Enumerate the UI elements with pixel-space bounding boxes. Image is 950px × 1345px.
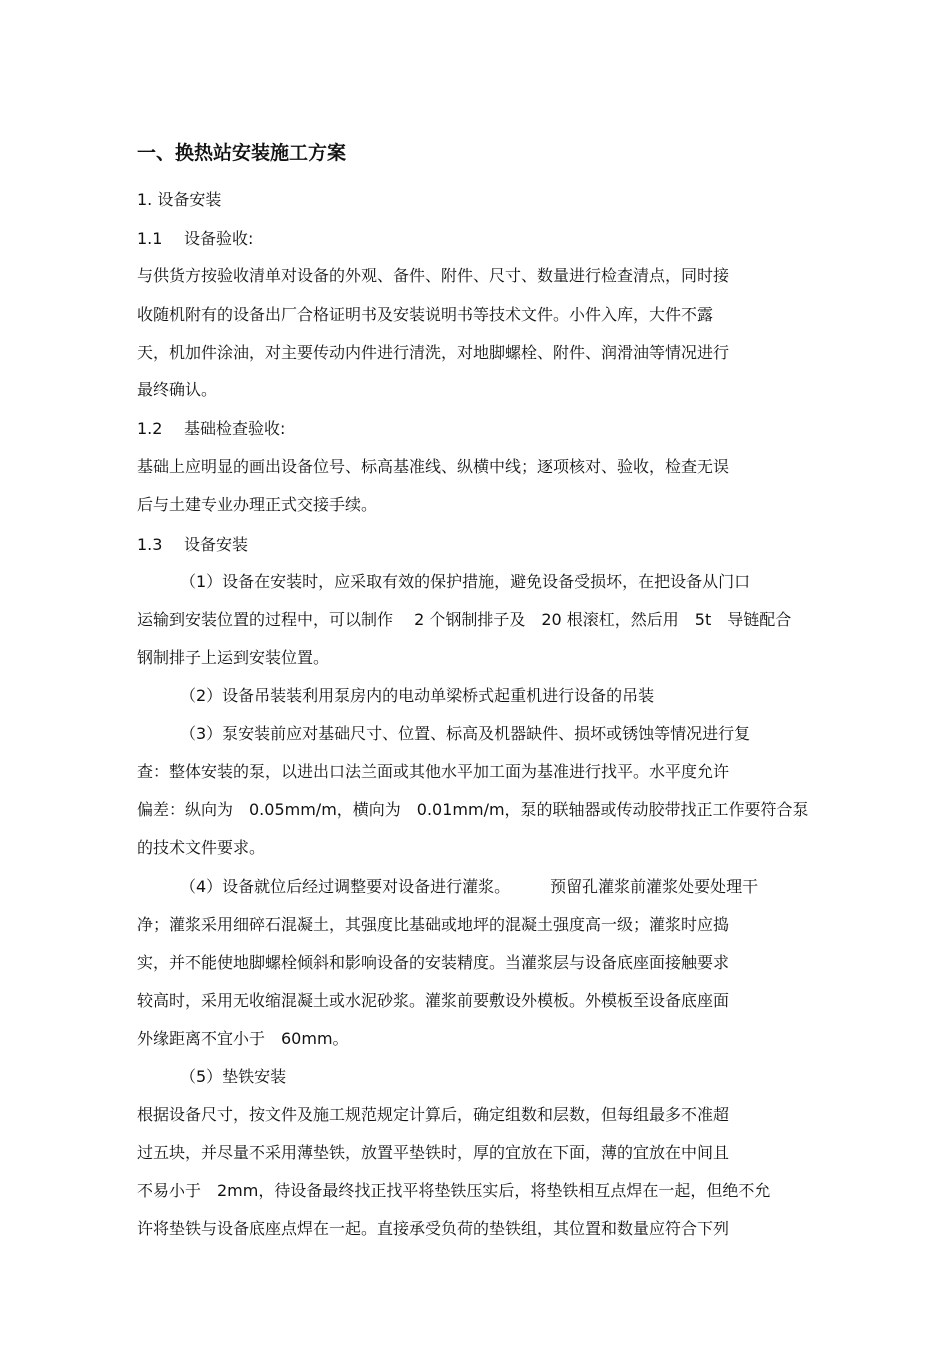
paragraph-line: 过五块，并尽量不采用薄垫铁，放置平垫铁时，厚的宜放在下面，薄的宜放在中间且 [137, 1143, 730, 1162]
paragraph-line: 根据设备尺寸，按文件及施工规范规定计算后，确定组数和层数，但每组最多不准超 [137, 1105, 730, 1124]
document-title: 一、换热站安装施工方案 [137, 142, 347, 164]
list-item-line: 净；灌浆采用细碎石混凝土，其强度比基础或地坪的混凝土强度高一级；灌浆时应捣 [137, 915, 730, 934]
subsection-1-2 [137, 418, 285, 440]
paragraph-line: 天，机加件涂油，对主要传动内件进行清洗，对地脚螺栓、附件、润滑油等情况进行 [137, 343, 730, 362]
paragraph-line: 许将垫铁与设备底座点焊在一起。直接承受负荷的垫铁组，其位置和数量应符合下列 [137, 1219, 730, 1238]
list-item-line: （4）设备就位后经过调整要对设备进行灌浆。 预留孔灌浆前灌浆处要处理干 [180, 877, 759, 896]
section-heading: 1. 设备安装 [137, 190, 222, 209]
subsection-label: 设备安装 [184, 535, 249, 554]
list-item-line: （2）设备吊装装利用泵房内的电动单梁桥式起重机进行设备的吊装 [180, 686, 655, 705]
paragraph-line: 不易小于 2mm，待设备最终找正找平将垫铁压实后，将垫铁相互点焊在一起，但绝不允 [137, 1181, 771, 1200]
list-item-line: 较高时，采用无收缩混凝土或水泥砂浆。灌浆前要敷设外模板。外模板至设备底座面 [137, 991, 730, 1010]
paragraph-line: 基础上应明显的画出设备位号、标高基准线、纵横中线；逐项核对、验收，检查无误 [137, 457, 730, 476]
paragraph-line: 最终确认。 [137, 380, 218, 399]
paragraph-line: 与供货方按验收清单对设备的外观、备件、附件、尺寸、数量进行检查清点，同时接 [137, 266, 730, 285]
subsection-number: 1.1 [137, 229, 163, 248]
subsection-label: 设备验收: [184, 229, 254, 248]
list-item-line: 偏差：纵向为 0.05mm/m，横向为 0.01mm/m，泵的联轴器或传动胶带找正工作要符合泵 [137, 800, 809, 819]
subsection-1-3 [137, 534, 248, 556]
list-item-line: 运输到安装位置的过程中，可以制作 2 个钢制排子及 20 根滚杠，然后用 5t 导链配合 [137, 610, 792, 629]
paragraph-line: 后与土建专业办理正式交接手续。 [137, 495, 378, 514]
list-item-line: 实，并不能使地脚螺栓倾斜和影响设备的安装精度。当灌浆层与设备底座面接触要求 [137, 953, 730, 972]
list-item-line: 外缘距离不宜小于 60mm。 [137, 1029, 349, 1048]
subsection-number: 1.2 [137, 419, 163, 438]
subsection-label: 基础检查验收: [184, 419, 286, 438]
list-item-line: 的技术文件要求。 [137, 838, 266, 857]
list-item-line: （3）泵安装前应对基础尺寸、位置、标高及机器缺件、损坏或锈蚀等情况进行复 [180, 724, 751, 743]
list-item-line: 钢制排子上运到安装位置。 [137, 648, 330, 667]
subsection-number: 1.3 [137, 535, 163, 554]
subsection-1-1 [137, 228, 253, 250]
list-item-line: （5）垫铁安装 [180, 1067, 287, 1086]
list-item-line: （1）设备在安装时，应采取有效的保护措施，避免设备受损坏，在把设备从门口 [180, 572, 751, 591]
paragraph-line: 收随机附有的设备出厂合格证明书及安装说明书等技术文件。小件入库，大件不露 [137, 305, 714, 324]
list-item-line: 查：整体安装的泵，以进出口法兰面或其他水平加工面为基准进行找平。水平度允许 [137, 762, 730, 781]
